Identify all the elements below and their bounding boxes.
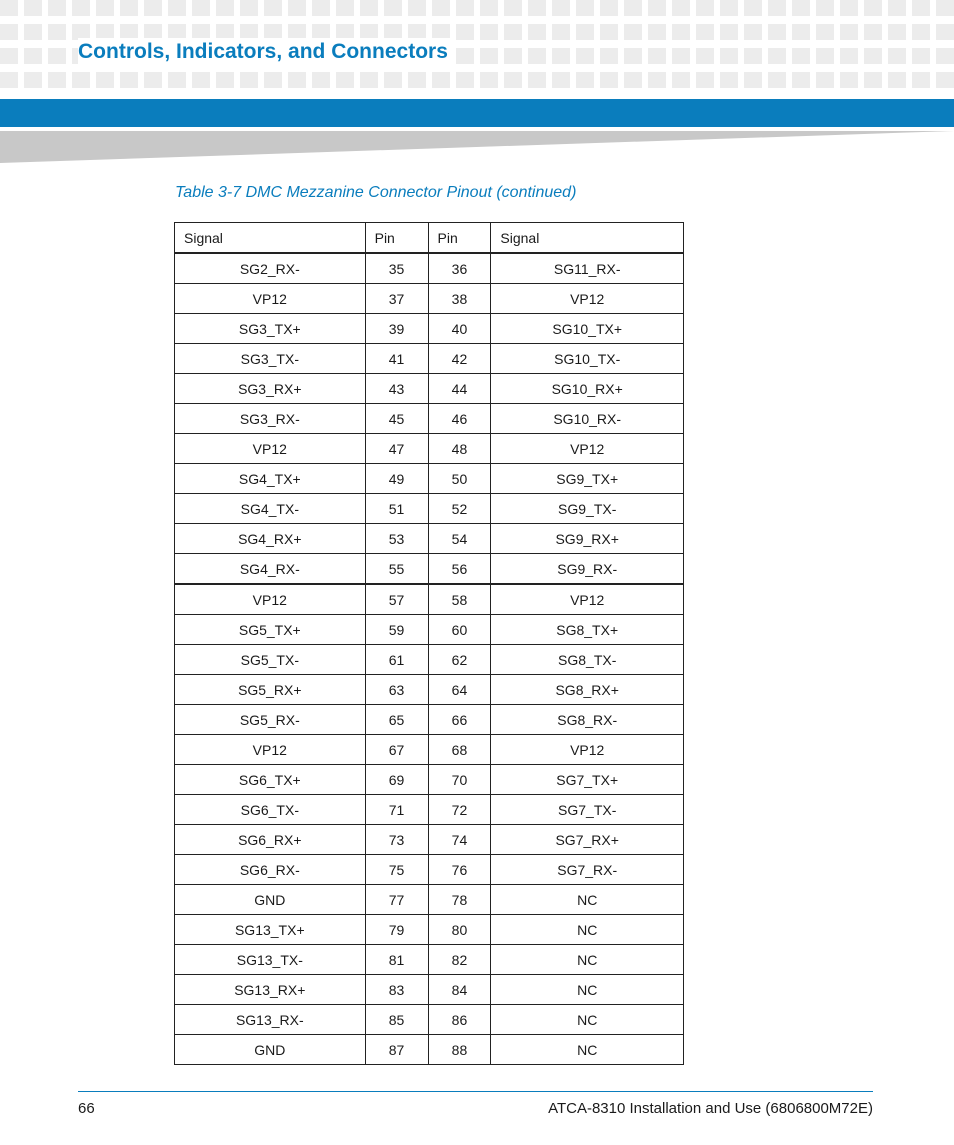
signal-left-cell: SG5_RX+ — [175, 675, 366, 705]
pin-right-cell: 72 — [428, 795, 491, 825]
signal-right-cell: SG11_RX- — [491, 253, 684, 284]
signal-right-cell: VP12 — [491, 284, 684, 314]
signal-left-cell: SG2_RX- — [175, 253, 366, 284]
signal-right-cell: SG9_TX- — [491, 494, 684, 524]
signal-right-cell: VP12 — [491, 735, 684, 765]
signal-right-cell: SG10_RX+ — [491, 374, 684, 404]
table-row — [175, 855, 684, 885]
pin-left-cell: 59 — [365, 615, 428, 645]
pin-left-cell: 49 — [365, 464, 428, 494]
signal-right-cell: SG8_TX- — [491, 645, 684, 675]
pin-left-cell: 71 — [365, 795, 428, 825]
pin-right-cell: 84 — [428, 975, 491, 1005]
signal-left-cell: SG4_RX- — [175, 554, 366, 585]
signal-right-cell: SG8_RX+ — [491, 675, 684, 705]
signal-right-cell: NC — [491, 915, 684, 945]
table-row — [175, 675, 684, 705]
table-row — [175, 825, 684, 855]
pin-left-cell: 65 — [365, 705, 428, 735]
signal-right-cell: SG8_TX+ — [491, 615, 684, 645]
signal-right-cell: SG8_RX- — [491, 705, 684, 735]
signal-left-cell: VP12 — [175, 735, 366, 765]
signal-left-cell: SG6_RX- — [175, 855, 366, 885]
signal-left-cell: SG4_RX+ — [175, 524, 366, 554]
pin-left-cell: 85 — [365, 1005, 428, 1035]
table-row — [175, 795, 684, 825]
signal-right-cell: SG7_RX+ — [491, 825, 684, 855]
signal-left-cell: GND — [175, 1035, 366, 1065]
table-caption: Table 3-7 DMC Mezzanine Connector Pinout (continued) — [175, 184, 577, 201]
pin-left-cell: 77 — [365, 885, 428, 915]
table-row — [175, 584, 684, 615]
pin-left-cell: 45 — [365, 404, 428, 434]
table-row — [175, 284, 684, 314]
pin-right-cell: 74 — [428, 825, 491, 855]
signal-left-cell: GND — [175, 885, 366, 915]
signal-left-cell: SG6_TX- — [175, 795, 366, 825]
table-row — [175, 344, 684, 374]
pin-right-cell: 46 — [428, 404, 491, 434]
column-header-signal-left: Signal — [175, 223, 366, 254]
column-header-pin-left: Pin — [365, 223, 428, 254]
signal-right-cell: SG7_TX+ — [491, 765, 684, 795]
table-row — [175, 524, 684, 554]
signal-left-cell: SG13_TX- — [175, 945, 366, 975]
pin-right-cell: 36 — [428, 253, 491, 284]
signal-left-cell: SG3_RX+ — [175, 374, 366, 404]
pin-left-cell: 79 — [365, 915, 428, 945]
pin-right-cell: 68 — [428, 735, 491, 765]
table-row — [175, 705, 684, 735]
signal-left-cell: VP12 — [175, 584, 366, 615]
signal-right-cell: SG9_RX- — [491, 554, 684, 585]
pin-right-cell: 76 — [428, 855, 491, 885]
table-row — [175, 975, 684, 1005]
table-row — [175, 885, 684, 915]
signal-left-cell: SG5_RX- — [175, 705, 366, 735]
signal-right-cell: SG7_TX- — [491, 795, 684, 825]
table-row — [175, 494, 684, 524]
signal-left-cell: SG3_TX- — [175, 344, 366, 374]
pin-right-cell: 38 — [428, 284, 491, 314]
signal-left-cell: SG3_RX- — [175, 404, 366, 434]
header-blue-band — [0, 99, 954, 127]
table-body — [175, 253, 684, 1065]
pin-left-cell: 53 — [365, 524, 428, 554]
signal-left-cell: SG6_TX+ — [175, 765, 366, 795]
table-row — [175, 554, 684, 585]
pin-right-cell: 42 — [428, 344, 491, 374]
signal-left-cell: SG5_TX+ — [175, 615, 366, 645]
table-row — [175, 615, 684, 645]
pin-left-cell: 39 — [365, 314, 428, 344]
pin-left-cell: 83 — [365, 975, 428, 1005]
pin-right-cell: 88 — [428, 1035, 491, 1065]
pin-left-cell: 63 — [365, 675, 428, 705]
signal-left-cell: VP12 — [175, 284, 366, 314]
table-row — [175, 253, 684, 284]
pin-right-cell: 54 — [428, 524, 491, 554]
signal-right-cell: NC — [491, 1035, 684, 1065]
signal-left-cell: SG13_RX- — [175, 1005, 366, 1035]
pin-left-cell: 37 — [365, 284, 428, 314]
signal-left-cell: SG6_RX+ — [175, 825, 366, 855]
pin-left-cell: 35 — [365, 253, 428, 284]
pin-left-cell: 61 — [365, 645, 428, 675]
page-section-title: Controls, Indicators, and Connectors — [78, 38, 452, 66]
signal-right-cell: SG9_RX+ — [491, 524, 684, 554]
pin-left-cell: 41 — [365, 344, 428, 374]
signal-left-cell: SG13_RX+ — [175, 975, 366, 1005]
pin-right-cell: 40 — [428, 314, 491, 344]
signal-right-cell: VP12 — [491, 584, 684, 615]
pinout-table — [174, 222, 684, 1065]
signal-left-cell: SG4_TX+ — [175, 464, 366, 494]
signal-right-cell: NC — [491, 885, 684, 915]
footer-divider — [78, 1091, 873, 1092]
signal-left-cell: SG5_TX- — [175, 645, 366, 675]
column-header-pin-right: Pin — [428, 223, 491, 254]
pin-right-cell: 62 — [428, 645, 491, 675]
pin-right-cell: 70 — [428, 765, 491, 795]
table-row — [175, 314, 684, 344]
signal-right-cell: SG7_RX- — [491, 855, 684, 885]
pin-left-cell: 67 — [365, 735, 428, 765]
pin-right-cell: 56 — [428, 554, 491, 585]
pin-left-cell: 87 — [365, 1035, 428, 1065]
table-row — [175, 374, 684, 404]
pin-right-cell: 78 — [428, 885, 491, 915]
pin-right-cell: 64 — [428, 675, 491, 705]
header-gray-wedge — [0, 131, 954, 163]
document-title: ATCA-8310 Installation and Use (6806800M72E) — [548, 1100, 873, 1117]
pin-right-cell: 66 — [428, 705, 491, 735]
signal-right-cell: NC — [491, 975, 684, 1005]
pin-right-cell: 50 — [428, 464, 491, 494]
table-row — [175, 1035, 684, 1065]
table-header-row — [175, 223, 684, 254]
table-row — [175, 464, 684, 494]
pin-left-cell: 75 — [365, 855, 428, 885]
pin-left-cell: 55 — [365, 554, 428, 585]
signal-right-cell: SG10_TX- — [491, 344, 684, 374]
signal-right-cell: NC — [491, 1005, 684, 1035]
pin-left-cell: 47 — [365, 434, 428, 464]
pin-left-cell: 81 — [365, 945, 428, 975]
column-header-signal-right: Signal — [491, 223, 684, 254]
table-row — [175, 735, 684, 765]
signal-left-cell: VP12 — [175, 434, 366, 464]
pin-right-cell: 52 — [428, 494, 491, 524]
signal-right-cell: SG9_TX+ — [491, 464, 684, 494]
table-row — [175, 1005, 684, 1035]
pin-left-cell: 73 — [365, 825, 428, 855]
page-number: 66 — [78, 1100, 95, 1117]
signal-right-cell: SG10_TX+ — [491, 314, 684, 344]
pin-left-cell: 57 — [365, 584, 428, 615]
pin-right-cell: 60 — [428, 615, 491, 645]
signal-right-cell: VP12 — [491, 434, 684, 464]
table-row — [175, 404, 684, 434]
pin-right-cell: 80 — [428, 915, 491, 945]
signal-left-cell: SG13_TX+ — [175, 915, 366, 945]
signal-right-cell: SG10_RX- — [491, 404, 684, 434]
signal-right-cell: NC — [491, 945, 684, 975]
table-row — [175, 765, 684, 795]
signal-left-cell: SG4_TX- — [175, 494, 366, 524]
signal-left-cell: SG3_TX+ — [175, 314, 366, 344]
pin-left-cell: 43 — [365, 374, 428, 404]
pin-left-cell: 51 — [365, 494, 428, 524]
table-row — [175, 434, 684, 464]
pin-left-cell: 69 — [365, 765, 428, 795]
table-row — [175, 645, 684, 675]
table-row — [175, 945, 684, 975]
table-row — [175, 915, 684, 945]
pin-right-cell: 48 — [428, 434, 491, 464]
pin-right-cell: 86 — [428, 1005, 491, 1035]
pin-right-cell: 44 — [428, 374, 491, 404]
pin-right-cell: 82 — [428, 945, 491, 975]
pin-right-cell: 58 — [428, 584, 491, 615]
